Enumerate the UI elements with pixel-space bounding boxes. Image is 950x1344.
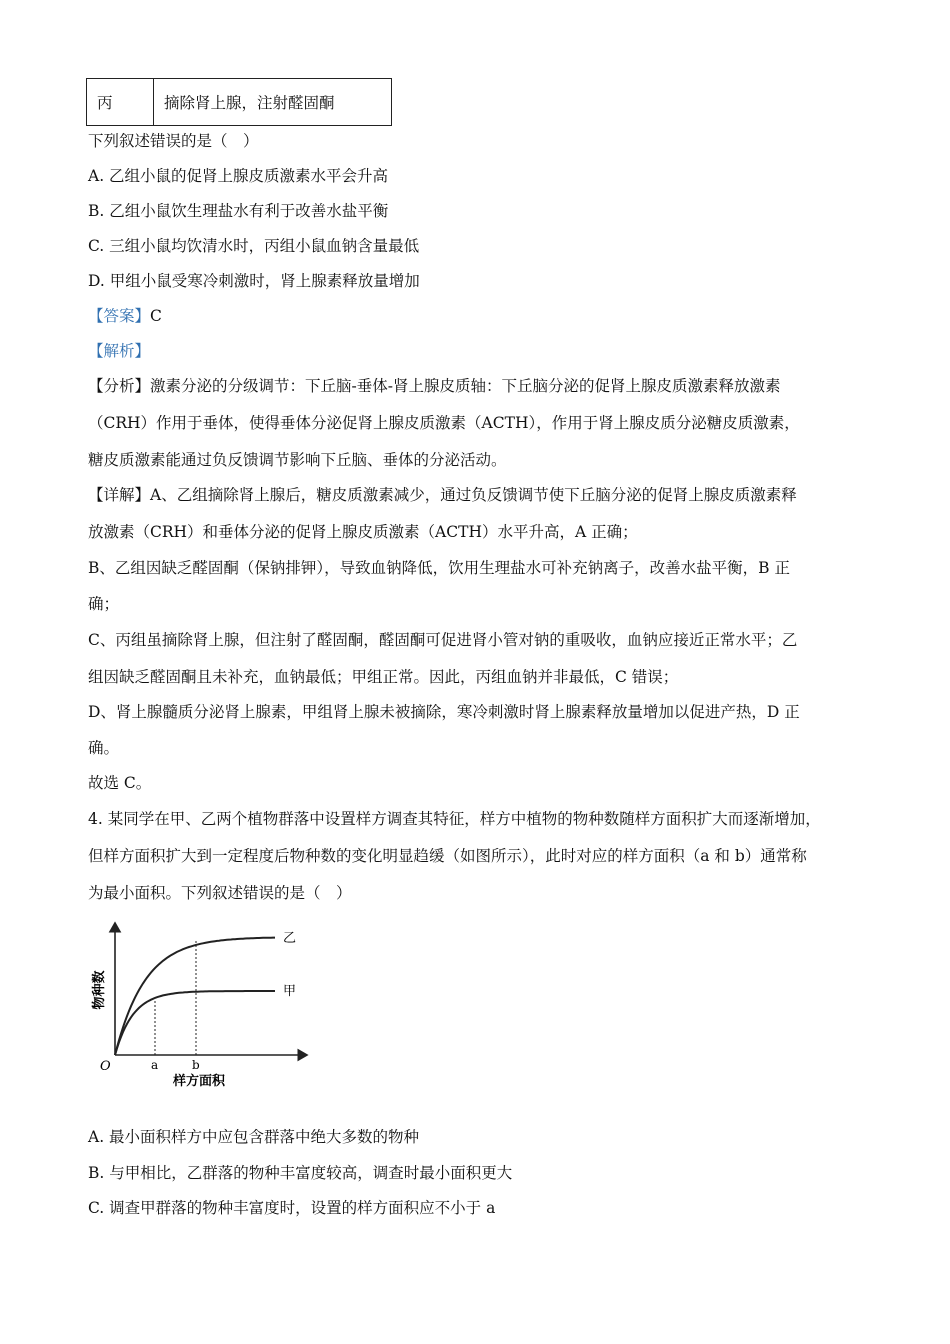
analysis-line: 故选 C。: [88, 774, 152, 792]
table-cell-treatment: 摘除肾上腺，注射醛固酮: [154, 79, 392, 126]
x-tick-label: b: [192, 1058, 200, 1072]
chart-svg: [92, 915, 310, 1095]
x-axis-label: 样方面积: [173, 1074, 226, 1089]
answer-label: 【答案】: [88, 307, 151, 325]
q3-option-c: C. 三组小鼠均饮清水时，丙组小鼠血钠含量最低: [88, 237, 420, 255]
species-area-chart: [92, 915, 310, 1095]
analysis-line: （CRH）作用于垂体，使得垂体分泌促肾上腺皮质激素（ACTH），作用于肾上腺皮质分泌糖皮质激素，: [88, 414, 800, 432]
analysis-label: 【解析】: [88, 342, 151, 360]
q4-stem-line: 为最小面积。下列叙述错误的是（ ）: [88, 884, 352, 902]
analysis-line: 放激素（CRH）和垂体分泌的促肾上腺皮质激素（ACTH）水平升高，A 正确；: [88, 523, 638, 541]
q4-stem-line: 但样方面积扩大到一定程度后物种数的变化明显趋缓（如图所示），此时对应的样方面积（a 和 b）通常称: [88, 847, 807, 865]
q4-option-b: B. 与甲相比，乙群落的物种丰富度较高，调查时最小面积更大: [88, 1164, 513, 1182]
q3-option-a: A. 乙组小鼠的促肾上腺皮质激素水平会升高: [88, 167, 389, 185]
analysis-line: 确；: [88, 595, 120, 613]
analysis-line: 糖皮质激素能通过负反馈调节影响下丘脑、垂体的分泌活动。: [88, 451, 507, 469]
q3-option-b: B. 乙组小鼠饮生理盐水有利于改善水盐平衡: [88, 202, 389, 220]
series-line-jia: [115, 991, 275, 1055]
analysis-line: C、丙组虽摘除肾上腺，但注射了醛固酮，醛固酮可促进肾小管对钠的重吸收，血钠应接近正常水平；乙: [88, 631, 798, 649]
analysis-line: 【详解】A、乙组摘除肾上腺后，糖皮质激素减少，通过负反馈调节使下丘脑分泌的促肾上腺皮质激素释: [88, 486, 797, 504]
analysis-line: B、乙组因缺乏醛固酮（保钠排钾），导致血钠降低，饮用生理盐水可补充钠离子，改善水盐平衡，B 正: [88, 559, 790, 577]
analysis-line: 组因缺乏醛固酮且未补充，血钠最低；甲组正常。因此，丙组血钠并非最低，C 错误；: [88, 668, 679, 686]
q4-option-c: C. 调查甲群落的物种丰富度时，设置的样方面积应不小于 a: [88, 1199, 496, 1217]
series-line-yi: [115, 938, 275, 1055]
table-row: [87, 79, 392, 126]
x-tick-label: a: [151, 1058, 159, 1072]
q3-option-d: D. 甲组小鼠受寒冷刺激时，肾上腺素释放量增加: [88, 272, 420, 290]
origin-label: O: [100, 1059, 111, 1074]
y-axis-label: 物种数: [92, 970, 107, 1010]
experiment-table: [86, 78, 392, 126]
answer-value: C: [150, 307, 162, 325]
q4-stem-line: 4. 某同学在甲、乙两个植物群落中设置样方调查其特征，样方中植物的物种数随样方面积扩大而逐渐增加，: [88, 810, 821, 828]
table-cell-group: 丙: [87, 79, 154, 126]
answer-line: [88, 305, 162, 327]
q4-option-a: A. 最小面积样方中应包含群落中绝大多数的物种: [88, 1128, 420, 1146]
analysis-line: 【分析】激素分泌的分级调节：下丘脑-垂体-肾上腺皮质轴：下丘脑分泌的促肾上腺皮质激素释放激素: [88, 377, 781, 395]
analysis-line: 确。: [88, 739, 120, 757]
analysis-line: D、肾上腺髓质分泌肾上腺素，甲组肾上腺未被摘除，寒冷刺激时肾上腺素释放量增加以促进产热，D 正: [88, 703, 800, 721]
series-label-yi: 乙: [283, 931, 297, 946]
q3-stem: 下列叙述错误的是（ ）: [88, 132, 259, 150]
series-label-jia: 甲: [283, 984, 297, 999]
